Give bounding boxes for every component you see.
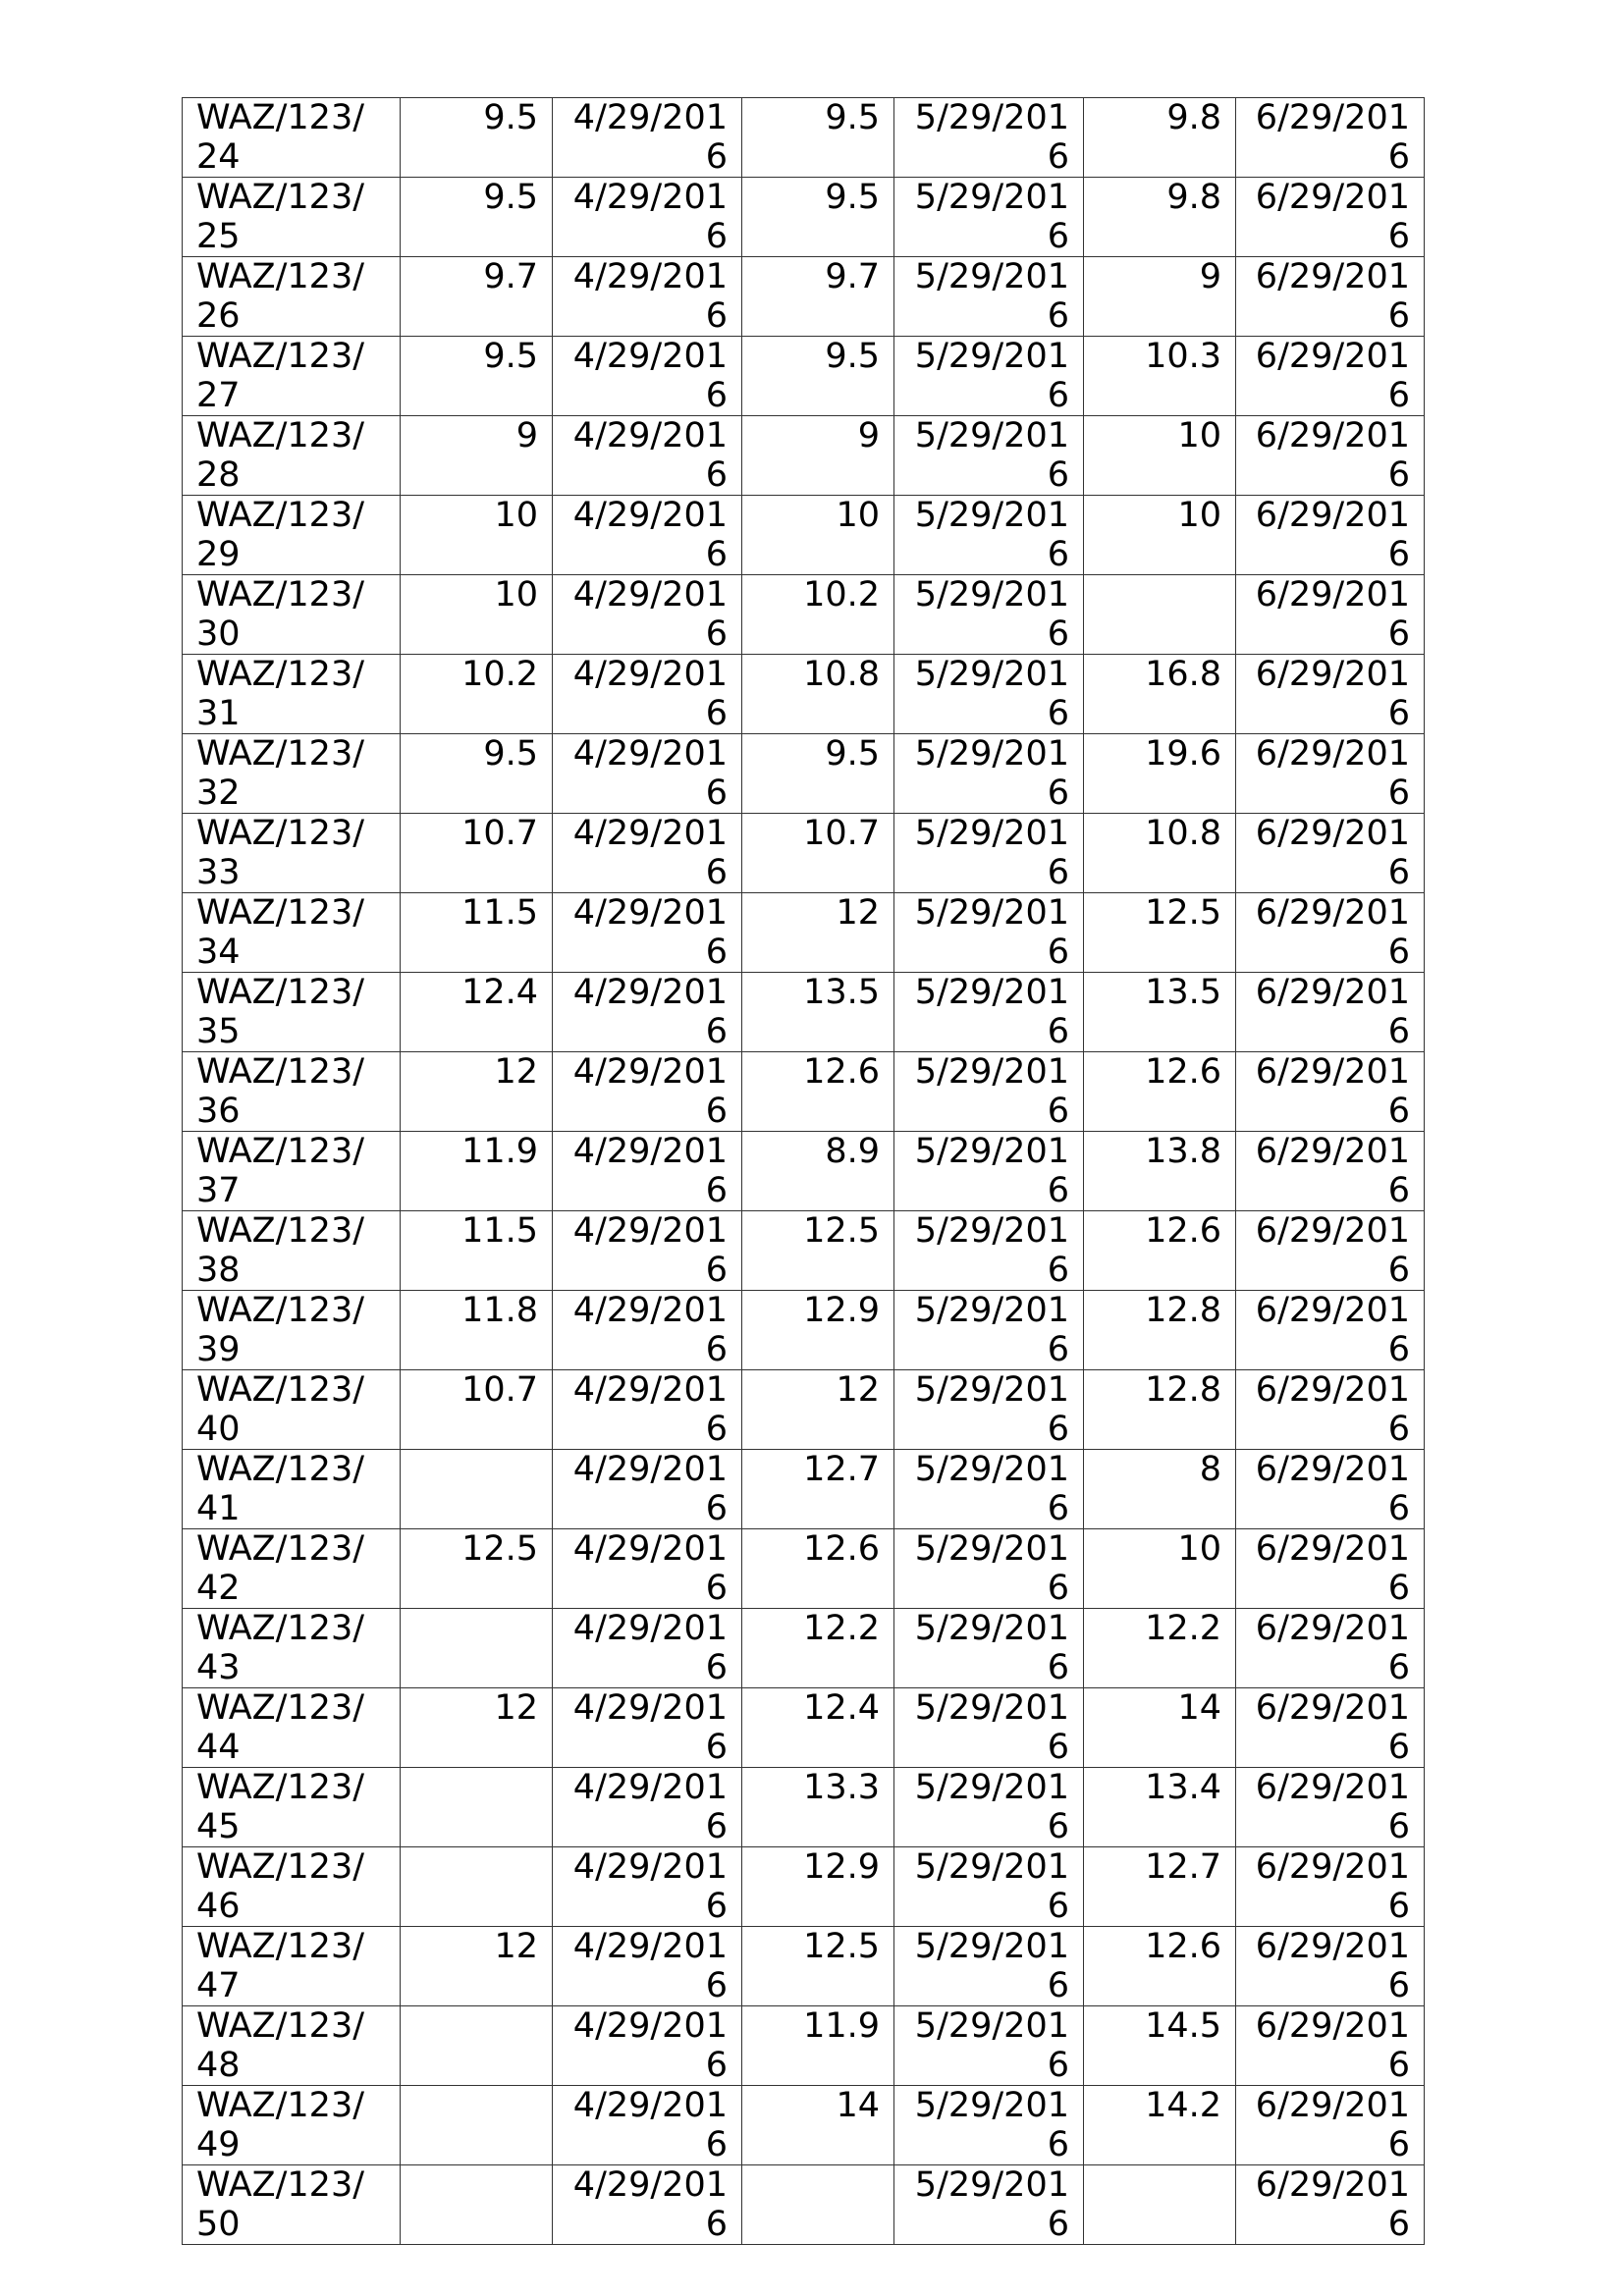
- date-cell: 6/29/2016: [1236, 1132, 1425, 1211]
- reading-cell: 16.8: [1084, 655, 1236, 734]
- reading-cell: 12.6: [742, 1052, 894, 1132]
- date-cell: 4/29/2016: [553, 1609, 742, 1688]
- reading-cell: 10: [1084, 1529, 1236, 1609]
- reading-cell: [401, 1609, 553, 1688]
- sample-id-cell: WAZ/123/39: [183, 1291, 401, 1370]
- date-cell: 4/29/2016: [553, 655, 742, 734]
- date-cell: 4/29/2016: [553, 416, 742, 496]
- sample-id-cell: WAZ/123/34: [183, 893, 401, 973]
- reading-cell: 9.8: [1084, 98, 1236, 178]
- date-cell: 6/29/2016: [1236, 734, 1425, 814]
- reading-cell: 9.8: [1084, 178, 1236, 257]
- date-cell: 4/29/2016: [553, 1211, 742, 1291]
- table-row: [183, 2165, 1425, 2245]
- date-cell: 5/29/2016: [894, 655, 1084, 734]
- date-cell: 5/29/2016: [894, 337, 1084, 416]
- reading-cell: 12.7: [1084, 1847, 1236, 1927]
- reading-cell: 12.6: [742, 1529, 894, 1609]
- table-row: [183, 1688, 1425, 1768]
- date-cell: 4/29/2016: [553, 2086, 742, 2165]
- reading-cell: 12.7: [742, 1450, 894, 1529]
- reading-cell: 12.6: [1084, 1211, 1236, 1291]
- table-row: [183, 1211, 1425, 1291]
- reading-cell: 12.2: [742, 1609, 894, 1688]
- table-row: [183, 178, 1425, 257]
- table-row: [183, 575, 1425, 655]
- table-row: [183, 98, 1425, 178]
- date-cell: 6/29/2016: [1236, 1768, 1425, 1847]
- reading-cell: [401, 2165, 553, 2245]
- reading-cell: 9.5: [742, 337, 894, 416]
- date-cell: 4/29/2016: [553, 575, 742, 655]
- reading-cell: 9.5: [401, 98, 553, 178]
- date-cell: 4/29/2016: [553, 893, 742, 973]
- reading-cell: 10: [401, 575, 553, 655]
- reading-cell: 13.5: [742, 973, 894, 1052]
- reading-cell: 9.5: [742, 734, 894, 814]
- reading-cell: 9.5: [401, 734, 553, 814]
- date-cell: 5/29/2016: [894, 893, 1084, 973]
- table-row: [183, 1847, 1425, 1927]
- reading-cell: 10.3: [1084, 337, 1236, 416]
- reading-cell: 9: [1084, 257, 1236, 337]
- date-cell: 6/29/2016: [1236, 496, 1425, 575]
- sample-id-cell: WAZ/123/30: [183, 575, 401, 655]
- table-row: [183, 1450, 1425, 1529]
- date-cell: 5/29/2016: [894, 257, 1084, 337]
- date-cell: 4/29/2016: [553, 178, 742, 257]
- reading-cell: 9: [401, 416, 553, 496]
- reading-cell: 12.4: [401, 973, 553, 1052]
- reading-cell: 9: [742, 416, 894, 496]
- date-cell: 5/29/2016: [894, 734, 1084, 814]
- reading-cell: 14.2: [1084, 2086, 1236, 2165]
- reading-cell: 10.2: [401, 655, 553, 734]
- sample-id-cell: WAZ/123/31: [183, 655, 401, 734]
- sample-id-cell: WAZ/123/43: [183, 1609, 401, 1688]
- sample-id-cell: WAZ/123/47: [183, 1927, 401, 2006]
- sample-id-cell: WAZ/123/49: [183, 2086, 401, 2165]
- reading-cell: 9.7: [401, 257, 553, 337]
- date-cell: 6/29/2016: [1236, 1052, 1425, 1132]
- table-row: [183, 257, 1425, 337]
- date-cell: 5/29/2016: [894, 1529, 1084, 1609]
- sample-id-cell: WAZ/123/36: [183, 1052, 401, 1132]
- table-row: [183, 2086, 1425, 2165]
- reading-cell: 12: [401, 1927, 553, 2006]
- table-row: [183, 734, 1425, 814]
- table-row: [183, 416, 1425, 496]
- sample-id-cell: WAZ/123/32: [183, 734, 401, 814]
- date-cell: 4/29/2016: [553, 1529, 742, 1609]
- date-cell: 6/29/2016: [1236, 1291, 1425, 1370]
- date-cell: 6/29/2016: [1236, 337, 1425, 416]
- table-row: [183, 1529, 1425, 1609]
- date-cell: 5/29/2016: [894, 98, 1084, 178]
- table-row: [183, 1609, 1425, 1688]
- date-cell: 6/29/2016: [1236, 1927, 1425, 2006]
- table-row: [183, 1052, 1425, 1132]
- reading-cell: 12: [401, 1052, 553, 1132]
- table-row: [183, 655, 1425, 734]
- date-cell: 4/29/2016: [553, 1450, 742, 1529]
- reading-cell: 12.6: [1084, 1052, 1236, 1132]
- reading-cell: [742, 2165, 894, 2245]
- date-cell: 5/29/2016: [894, 2086, 1084, 2165]
- date-cell: 4/29/2016: [553, 1927, 742, 2006]
- sample-id-cell: WAZ/123/35: [183, 973, 401, 1052]
- reading-cell: 14.5: [1084, 2006, 1236, 2086]
- date-cell: 5/29/2016: [894, 973, 1084, 1052]
- date-cell: 4/29/2016: [553, 257, 742, 337]
- sample-id-cell: WAZ/123/33: [183, 814, 401, 893]
- date-cell: 4/29/2016: [553, 1291, 742, 1370]
- reading-cell: 9.5: [742, 98, 894, 178]
- table-row: [183, 2006, 1425, 2086]
- date-cell: 4/29/2016: [553, 1847, 742, 1927]
- reading-cell: [401, 2086, 553, 2165]
- reading-cell: 14: [742, 2086, 894, 2165]
- reading-cell: 12.5: [742, 1211, 894, 1291]
- date-cell: 6/29/2016: [1236, 575, 1425, 655]
- date-cell: 6/29/2016: [1236, 178, 1425, 257]
- sample-id-cell: WAZ/123/48: [183, 2006, 401, 2086]
- date-cell: 4/29/2016: [553, 1768, 742, 1847]
- reading-cell: 11.9: [401, 1132, 553, 1211]
- reading-cell: 12.5: [742, 1927, 894, 2006]
- date-cell: 4/29/2016: [553, 1370, 742, 1450]
- date-cell: 5/29/2016: [894, 1052, 1084, 1132]
- reading-cell: 9.5: [401, 337, 553, 416]
- reading-cell: [401, 2006, 553, 2086]
- table-row: [183, 496, 1425, 575]
- date-cell: 6/29/2016: [1236, 257, 1425, 337]
- date-cell: 5/29/2016: [894, 1768, 1084, 1847]
- reading-cell: 11.9: [742, 2006, 894, 2086]
- date-cell: 5/29/2016: [894, 1609, 1084, 1688]
- reading-cell: 9.5: [401, 178, 553, 257]
- date-cell: 6/29/2016: [1236, 416, 1425, 496]
- reading-cell: 8.9: [742, 1132, 894, 1211]
- date-cell: 5/29/2016: [894, 496, 1084, 575]
- table-row: [183, 1132, 1425, 1211]
- reading-cell: 10: [401, 496, 553, 575]
- reading-cell: [1084, 2165, 1236, 2245]
- date-cell: 6/29/2016: [1236, 98, 1425, 178]
- date-cell: 5/29/2016: [894, 2165, 1084, 2245]
- reading-cell: 11.5: [401, 893, 553, 973]
- date-cell: 4/29/2016: [553, 814, 742, 893]
- date-cell: 4/29/2016: [553, 2165, 742, 2245]
- date-cell: 6/29/2016: [1236, 814, 1425, 893]
- table-row: [183, 814, 1425, 893]
- sample-id-cell: WAZ/123/29: [183, 496, 401, 575]
- reading-cell: 10.7: [742, 814, 894, 893]
- reading-cell: 10: [742, 496, 894, 575]
- data-table: [182, 97, 1425, 2245]
- date-cell: 6/29/2016: [1236, 893, 1425, 973]
- reading-cell: 12.9: [742, 1291, 894, 1370]
- table-row: [183, 893, 1425, 973]
- table-row: [183, 1291, 1425, 1370]
- reading-cell: 13.5: [1084, 973, 1236, 1052]
- date-cell: 6/29/2016: [1236, 655, 1425, 734]
- table-row: [183, 973, 1425, 1052]
- date-cell: 6/29/2016: [1236, 1688, 1425, 1768]
- sample-id-cell: WAZ/123/24: [183, 98, 401, 178]
- date-cell: 6/29/2016: [1236, 1370, 1425, 1450]
- reading-cell: 10: [1084, 416, 1236, 496]
- date-cell: 5/29/2016: [894, 416, 1084, 496]
- table-row: [183, 337, 1425, 416]
- reading-cell: 9.7: [742, 257, 894, 337]
- sample-id-cell: WAZ/123/25: [183, 178, 401, 257]
- reading-cell: 12: [401, 1688, 553, 1768]
- reading-cell: [401, 1768, 553, 1847]
- date-cell: 4/29/2016: [553, 973, 742, 1052]
- date-cell: 6/29/2016: [1236, 2165, 1425, 2245]
- reading-cell: 8: [1084, 1450, 1236, 1529]
- reading-cell: 10.2: [742, 575, 894, 655]
- sample-id-cell: WAZ/123/37: [183, 1132, 401, 1211]
- date-cell: 6/29/2016: [1236, 1847, 1425, 1927]
- reading-cell: 12.6: [1084, 1927, 1236, 2006]
- table-row: [183, 1927, 1425, 2006]
- sample-id-cell: WAZ/123/40: [183, 1370, 401, 1450]
- date-cell: 5/29/2016: [894, 575, 1084, 655]
- reading-cell: 19.6: [1084, 734, 1236, 814]
- table-body: [183, 98, 1425, 2245]
- date-cell: 5/29/2016: [894, 1450, 1084, 1529]
- reading-cell: 12.9: [742, 1847, 894, 1927]
- date-cell: 4/29/2016: [553, 337, 742, 416]
- date-cell: 6/29/2016: [1236, 1529, 1425, 1609]
- reading-cell: 14: [1084, 1688, 1236, 1768]
- date-cell: 4/29/2016: [553, 2006, 742, 2086]
- date-cell: 4/29/2016: [553, 734, 742, 814]
- reading-cell: 12.2: [1084, 1609, 1236, 1688]
- date-cell: 5/29/2016: [894, 1688, 1084, 1768]
- table-row: [183, 1768, 1425, 1847]
- date-cell: 6/29/2016: [1236, 2086, 1425, 2165]
- date-cell: 6/29/2016: [1236, 973, 1425, 1052]
- date-cell: 6/29/2016: [1236, 1450, 1425, 1529]
- reading-cell: 10.7: [401, 814, 553, 893]
- date-cell: 5/29/2016: [894, 2006, 1084, 2086]
- reading-cell: [401, 1847, 553, 1927]
- date-cell: 5/29/2016: [894, 1132, 1084, 1211]
- reading-cell: 10.7: [401, 1370, 553, 1450]
- sample-id-cell: WAZ/123/38: [183, 1211, 401, 1291]
- date-cell: 6/29/2016: [1236, 2006, 1425, 2086]
- reading-cell: 11.5: [401, 1211, 553, 1291]
- reading-cell: 12.4: [742, 1688, 894, 1768]
- sample-id-cell: WAZ/123/27: [183, 337, 401, 416]
- reading-cell: [401, 1450, 553, 1529]
- reading-cell: 10.8: [1084, 814, 1236, 893]
- sample-id-cell: WAZ/123/41: [183, 1450, 401, 1529]
- sample-id-cell: WAZ/123/46: [183, 1847, 401, 1927]
- date-cell: 5/29/2016: [894, 1211, 1084, 1291]
- date-cell: 5/29/2016: [894, 178, 1084, 257]
- reading-cell: 12.8: [1084, 1370, 1236, 1450]
- date-cell: 5/29/2016: [894, 814, 1084, 893]
- date-cell: 5/29/2016: [894, 1927, 1084, 2006]
- reading-cell: 12.5: [1084, 893, 1236, 973]
- reading-cell: 13.3: [742, 1768, 894, 1847]
- reading-cell: 13.4: [1084, 1768, 1236, 1847]
- date-cell: 5/29/2016: [894, 1291, 1084, 1370]
- date-cell: 6/29/2016: [1236, 1211, 1425, 1291]
- reading-cell: 12.5: [401, 1529, 553, 1609]
- reading-cell: 9.5: [742, 178, 894, 257]
- sample-id-cell: WAZ/123/45: [183, 1768, 401, 1847]
- sample-id-cell: WAZ/123/42: [183, 1529, 401, 1609]
- date-cell: 6/29/2016: [1236, 1609, 1425, 1688]
- reading-cell: 13.8: [1084, 1132, 1236, 1211]
- reading-cell: 10: [1084, 496, 1236, 575]
- reading-cell: 11.8: [401, 1291, 553, 1370]
- reading-cell: [1084, 575, 1236, 655]
- reading-cell: 12.8: [1084, 1291, 1236, 1370]
- table-row: [183, 1370, 1425, 1450]
- date-cell: 4/29/2016: [553, 1132, 742, 1211]
- date-cell: 4/29/2016: [553, 1052, 742, 1132]
- date-cell: 4/29/2016: [553, 496, 742, 575]
- date-cell: 5/29/2016: [894, 1370, 1084, 1450]
- sample-id-cell: WAZ/123/50: [183, 2165, 401, 2245]
- sample-id-cell: WAZ/123/28: [183, 416, 401, 496]
- reading-cell: 12: [742, 1370, 894, 1450]
- sample-id-cell: WAZ/123/44: [183, 1688, 401, 1768]
- date-cell: 5/29/2016: [894, 1847, 1084, 1927]
- date-cell: 4/29/2016: [553, 98, 742, 178]
- reading-cell: 10.8: [742, 655, 894, 734]
- sample-id-cell: WAZ/123/26: [183, 257, 401, 337]
- date-cell: 4/29/2016: [553, 1688, 742, 1768]
- reading-cell: 12: [742, 893, 894, 973]
